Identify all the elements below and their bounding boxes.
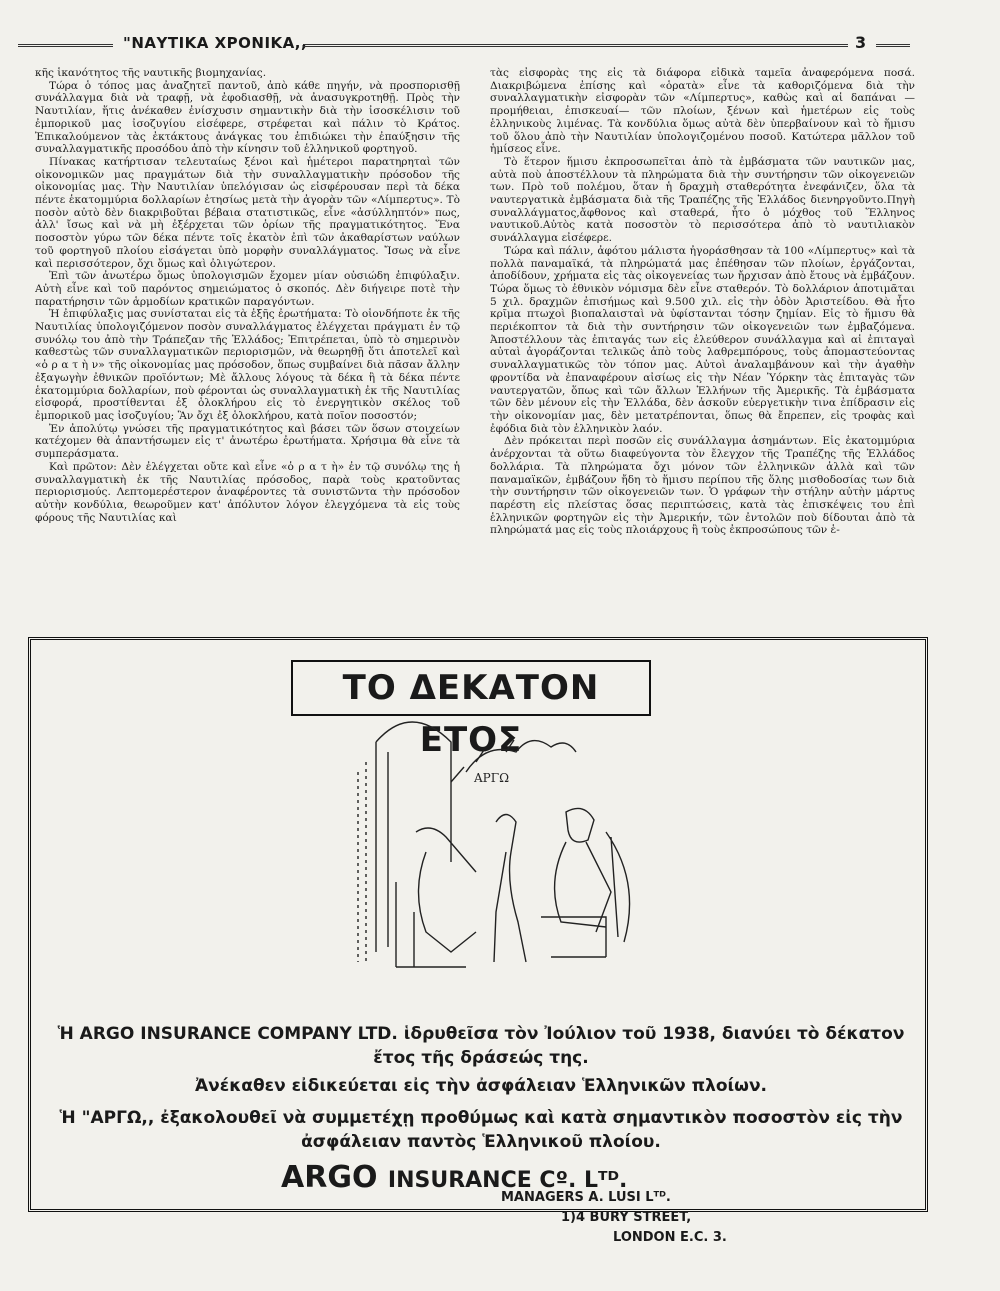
argo-advertisement — [28, 637, 928, 1245]
journal-title: "ΝΑΥΤΙΚΑ ΧΡΟΝΙΚΑ,, — [123, 34, 308, 52]
paragraph: Ἐν ἀπολύτῳ γνώσει τῆς πραγματικότητος καὶ βάσει τῶν ὅσων στοιχείων κατέχομεν θὰ ἀπαντήσωμεν εἰς τ' ἀνωτέρω ἐρωτήματα. Χρήσιμα θὰ εἶνε τὰ συμπεράσματα. — [35, 422, 460, 461]
postcode: E.C. 3. — [680, 1230, 727, 1245]
brand-name: ARGO — [281, 1160, 378, 1195]
header-rule-left — [18, 44, 113, 47]
city-line — [501, 1228, 727, 1248]
paragraph: κῆς ἱκανότητος τῆς ναυτικῆς βιομηχανίας. — [35, 67, 267, 79]
paragraph: Τώρα καὶ πάλιν, ἀφότου μάλιστα ἠγοράσθησαν τὰ 100 «Λίμπερτυς» καὶ τὰ πολλὰ παναμαϊκά, τὰ πληρώματά μας ἐπέθησαν τῶν πλοίων, ἐργάζονται, ἀποδίδουν, χρήματα εἰς τὰς οἰκογενείας των ἤρχισαν ἀπὸ ἔτους νὰ ἐμβάζουν. Τώρα ὅμως τὸ ἐθνικὸν νόμισμα δὲν εἶνε σταθερόν. Τὸ δολλάριον ἀποτιμᾶται 5 χιλ. δραχμῶν ἐπισήμως καὶ 9.500 χιλ. εἰς τὴν ὁδὸν Ἀριστείδου. Θὰ ἦτο κρῖμα πτωχοὶ βιοπαλαισταὶ νὰ ὑφίστανται τόσην ζημίαν. Εἰς τὸ ἥμισυ θὰ περιέκοπτον τὰ διὰ τὴν συντήρησιν τῶν οἰκογενειῶν των ἐμβαζόμενα. Ἀποστέλλουν τὰς ἐπιταγάς των εἰς ἐλεύθερον συνάλλαγμα καὶ αἱ ἐπιταγαὶ αὐταὶ ἀγοράζονται τελικῶς ἀπὸ τοὺς λαθρεμπόρους, τοὺς ἀπομαστεύοντας συναλλαγματικῶς τὸν τόπον μας. Αὐτοὶ ἀναλαμβάνουν καὶ τὴν ἀγαθὴν φροντίδα νὰ ἐπαναφέρουν αἰσίως εἰς τὴν Νέαν Ὑόρκην τὰς ἐπιταγὰς τῶν ναυτεργατῶν, ὅπως καὶ τῶν ἄλλων Ἑλλήνων τῆς Ἀμερικῆς. Τὰ ἐμβάσματα τῶν δὲν μένουν εἰς τὴν Ἑλλάδα, δὲν ἀσκοῦν εὐεργετικὴν τινα ἐπίδρασιν εἰς τὴν οἰκονομίαν μας, δὲν μετατρέπονται, ὅπως θὰ ἔπρεπεν, εἰς τροφὰς καὶ ἐφόδια διὰ τὸν ἑλληνικὸν λαόν. — [490, 244, 915, 435]
tree-branch — [466, 741, 576, 772]
brand-rest: INSURANCE Cº. Lᵀᴰ. — [387, 1168, 628, 1193]
paragraph: Πίνακας κατήρτισαν τελευταίως ξένοι καὶ ἡμέτεροι παρατηρηταὶ τῶν οἰκονομικῶν μας πραγμάτων διὰ τὴν συναλλαγματικὴν πρόσοδον τῆς οἰκονομίας μας. Τὴν Ναυτιλίαν ὑπελόγισαν ὡς εἰσφέρουσαν περὶ τὰ δέκα πέντε ἑκατομμύρια δολλαρίων ἐτησίως μετὰ τὴν ἀγορὰν τῶν «Λίμπερτυς». Τὸ ποσὸν αὐτὸ δὲν διακριβοῦται βέβαια στατιστικῶς, εἶνε «ἀσύλληπτόν» πως, ἀλλ' ἴσως καὶ νὰ μὴ ἐξέρχεται τῶν ὁρίων τῆς πραγματικότητος. Ἕνα ποσοστὸν γύρω τῶν δέκα πέντε τοῖς ἑκατὸν ἐπὶ τῶν ἀκαθαρίστων ναύλων τοῦ φορτηγοῦ πλοίου εἰσάγεται ὑπὸ μορφὴν συναλλάγματος. Ἴσως νὰ εἶνε καὶ περισσότερον, ὄχι ὅμως καὶ ὀλιγώτερον. — [35, 155, 460, 270]
warrior-figure — [555, 842, 611, 932]
page-number: 3 — [855, 33, 867, 52]
paragraph: Δὲν πρόκειται περὶ ποσῶν εἰς συνάλλαγμα ἀσημάντων. Εἰς ἑκατομμύρια ἀνέρχονται τὰ οὕτω διαφεύγοντα τὸν ἔλεγχον τῆς Τραπέζης τῆς Ἑλλάδος δολλάρια. Τὰ πληρώματα ὄχι μόνον τῶν ἑλληνικῶν ἀλλὰ καὶ τῶν παναμαϊκῶν, ἐμβάζουν ἤδη τὸ ἥμισυ περίπου τῆς ὅλης μισθοδοσίας των διὰ τὴν συντήρησιν τῶν οἰκογενειῶν των. Ὁ γράφων τὴν στήλην αὐτὴν μάρτυς παρέστη εἰς πλείστας ὅσας περιπτώσεις, κατὰ τὰς ἐπισκέψεις του ἐπὶ ἑλληνικῶν φορτηγῶν εἰς τὴν Ἀμερικήν, τῶν ἐντολῶν ποὺ δίδουται ἀπὸ τὰ πληρώματά μας εἰς τοὺς πλοιάρχους ἢ τοὺς ἐκπροσώπους τῶν ἑ- — [490, 435, 915, 537]
helmeted-head — [566, 808, 594, 842]
left-column — [35, 67, 460, 625]
paragraph: Ἐπὶ τῶν ἀνωτέρω ὅμως ὑπολογισμῶν ἔχομεν μίαν οὐσιώδη ἐπιφύλαξιν. Αὐτὴ εἶνε καὶ τοῦ παρόντος σημειώματος ὁ σκοπός. Δὲν διήγειρε ποτὲ τὴν παρατήρησιν τῶν ἁρμοδίων κρατικῶν παραγόντων. — [35, 270, 460, 308]
right-column — [490, 67, 915, 625]
city: LONDON — [613, 1230, 676, 1245]
chair — [396, 882, 466, 967]
seated-figure — [416, 828, 476, 952]
ad-founding-line: Ἡ ARGO INSURANCE COMPANY LTD. ἱδρυθεῖσα τὸν Ἰούλιον τοῦ 1938, διανύει τὸ δέκατον ἔτος τῆς δράσεώς της. — [57, 1024, 905, 1068]
article-columns — [35, 67, 915, 625]
header-rule-middle — [303, 44, 848, 47]
ad-title: ΤΟ ΔΕΚΑΤΟΝ ΕΤΟΣ — [291, 660, 651, 716]
managers-block — [501, 1188, 727, 1248]
paragraph: Τὸ ἕτερον ἥμισυ ἐκπροσωπεῖται ἀπὸ τὰ ἐμβάσματα τῶν ναυτικῶν μας, αὐτὰ ποὺ ἀποστέλλουν τὰ πληρώματα διὰ τὴν συντήρησιν τῶν οἰκογενειῶν των. Πρὸ τοῦ πολέμου, ὅταν ἡ δραχμὴ σταθερότητα ἐνεφάνιζεν, ὅλα τὰ ναυτεργατικὰ ἐμβάσματα διὰ τῆς Τραπέζης τῆς Ἑλλάδος διενηργοῦντο.Πηγὴ συναλλάγματος,ἄφθονος καὶ σταθερά, ἦτο ὁ μόχθος τοῦ Ἕλληνος ναυτικοῦ.Αὐτὸς κατὰ ποσοστὸν τὸ περισσότερα ἀπὸ τὸ ναυτιλιακὸν συνάλλαγμα εἰσέφερε. — [490, 155, 915, 245]
ad-specialisation-line: Ἀνέκαθεν εἰδικεύεται εἰς τὴν ἀσφάλειαν Ἑλληνικῶν πλοίων. — [195, 1076, 767, 1096]
paragraph: Καὶ πρῶτον: Δὲν ἐλέγχεται οὔτε καὶ εἶνε «ὁ ρ α τ ὴ» ἐν τῷ συνόλῳ της ἡ συναλλαγματικὴ ἐκ τῆς Ναυτιλίας πρόσοδος, παρὰ τοὺς κρατοῦντας περιορισμούς. Λεπτομερέστερον ἀναφέροντες τὰ συνιστῶντα τὴν πρόσοδον αὐτὴν κονδύλια, θεωροῦμεν κατ' ἀπόλυτον λόγον ἐλεγχόμενα τὰ εἰς τοὺς φόρους τῆς Ναυτιλίας καὶ — [35, 460, 460, 524]
argonauts-illustration — [356, 712, 646, 1012]
paragraph: Τώρα ὁ τόπος μας ἀναζητεῖ παντοῦ, ἀπὸ κάθε πηγήν, νὰ προσπορισθῇ συνάλλαγμα διὰ νὰ τραφῇ, νὰ ἐφοδιασθῇ, νὰ ἀνασυγκροτηθῇ. Πρὸς τὴν Ναυτιλίαν, ἥτις ἀνέκαθεν ἐνίσχυσιν σημαντικὴν διὰ τὴν ἰσοσκέλισιν τοῦ ἐμπορικοῦ μας ἰσοζυγίου εἰσέφερε, στρέφεται καὶ πάλιν τὸ Κράτος. Ἐπικαλούμενον τὰς ἐκτάκτους ἀνάγκας του ἐπιδιώκει τὴν ἐπαύξησιν τῆς συναλλαγματικῆς προσόδου ἀπὸ τὴν κίνησιν τοῦ ἑλληνικοῦ φορτηγοῦ. — [35, 79, 460, 156]
header-rule-right — [876, 44, 910, 47]
standing-figure — [494, 815, 526, 963]
argo-label: ΑΡΓΩ — [474, 771, 510, 785]
ad-participation-line: Ἡ "ΑΡΓΩ,, ἐξακολουθεῖ νὰ συμμετέχῃ προθύμως καὶ κατὰ σημαντικὸν ποσοστὸν εἰς τὴν ἀσφάλειαν παντὸς Ἑλληνικοῦ πλοίου. — [59, 1108, 903, 1152]
street-line: 1)4 BURY STREET, — [561, 1210, 692, 1225]
paragraph: Ἡ ἐπιφύλαξις μας συνίσταται εἰς τὰ ἑξῆς ἐρωτήματα: Τὸ οἱονδήποτε ἐκ τῆς Ναυτιλίας ὑπολογιζόμενον ποσὸν συναλλάγματος ἐλέγχεται πράγματι ἐν τῷ συνόλῳ του ἀπὸ τὴν Τράπεζαν τῆς Ἑλλάδος; Ἐπιτρέπεται, ὑπὸ τὸ σημερινὸν καθεστὼς τῶν συναλλαγματικῶν περιορισμῶν, νὰ θεωρηθῇ ὅτι ἀποτελεῖ καὶ «ὁ ρ α τ ὴ ν» τῆς οἰκονομίας μας πρόσοδον, ὅπως συμβαίνει διὰ πᾶσαν ἄλλην ἐξαγωγὴν ἐθνικῶν προϊόντων; Μὲ ἄλλους λόγους τὰ δέκα ἢ τὰ δέκα πέντε ἑκατομμύρια δολλαρίων, ποὺ φέρονται ὡς συναλλαγματικὴ ἐκ τῆς Ναυτιλίας εἰσφορά, προστίθενται ἐξ ὁλοκλήρου εἰς τὸ ἐνεργητικὸν σκέλος τοῦ ἐμπορικοῦ μας ἰσοζυγίου; Ἂν ὄχι ἐξ ὁλοκλήρου, κατὰ ποῖον ποσοστόν; — [35, 308, 460, 422]
wall-hatching — [358, 762, 366, 962]
managers-line: MANAGERS A. LUSI Lᵀᴰ. — [501, 1190, 671, 1205]
page-header — [18, 32, 910, 54]
paragraph: τὰς εἰσφορὰς της εἰς τὰ διάφορα εἰδικὰ ταμεῖα ἀναφερόμενα ποσά. Διακριβώμενα ἐπίσης καὶ «ὁρατὰ» εἶνε τὰ καθοριζόμενα διὰ τὴν συναλλαγματικὴν εἰσφορὰν τῶν «Λίμπερτυς», καθὼς καὶ αἱ δαπάναι —προμήθειαι, ἐπισκευαί— τῶν πλοίων, ξένων καὶ ἡμετέρων εἰς τοὺς ἑλληνικοὺς λιμένας. Τὰ κονδύλια ὅμως αὐτὰ δὲν ὑπερβαίνουν καὶ τὸ ἥμισυ τοῦ ὅλου ἀπὸ τὴν Ναυτιλίαν ὑπολογιζομένου ποσοῦ. Κατώτερα μᾶλλον τοῦ ἡμίσεος εἶνε. — [490, 67, 915, 156]
lyre — [606, 832, 630, 942]
